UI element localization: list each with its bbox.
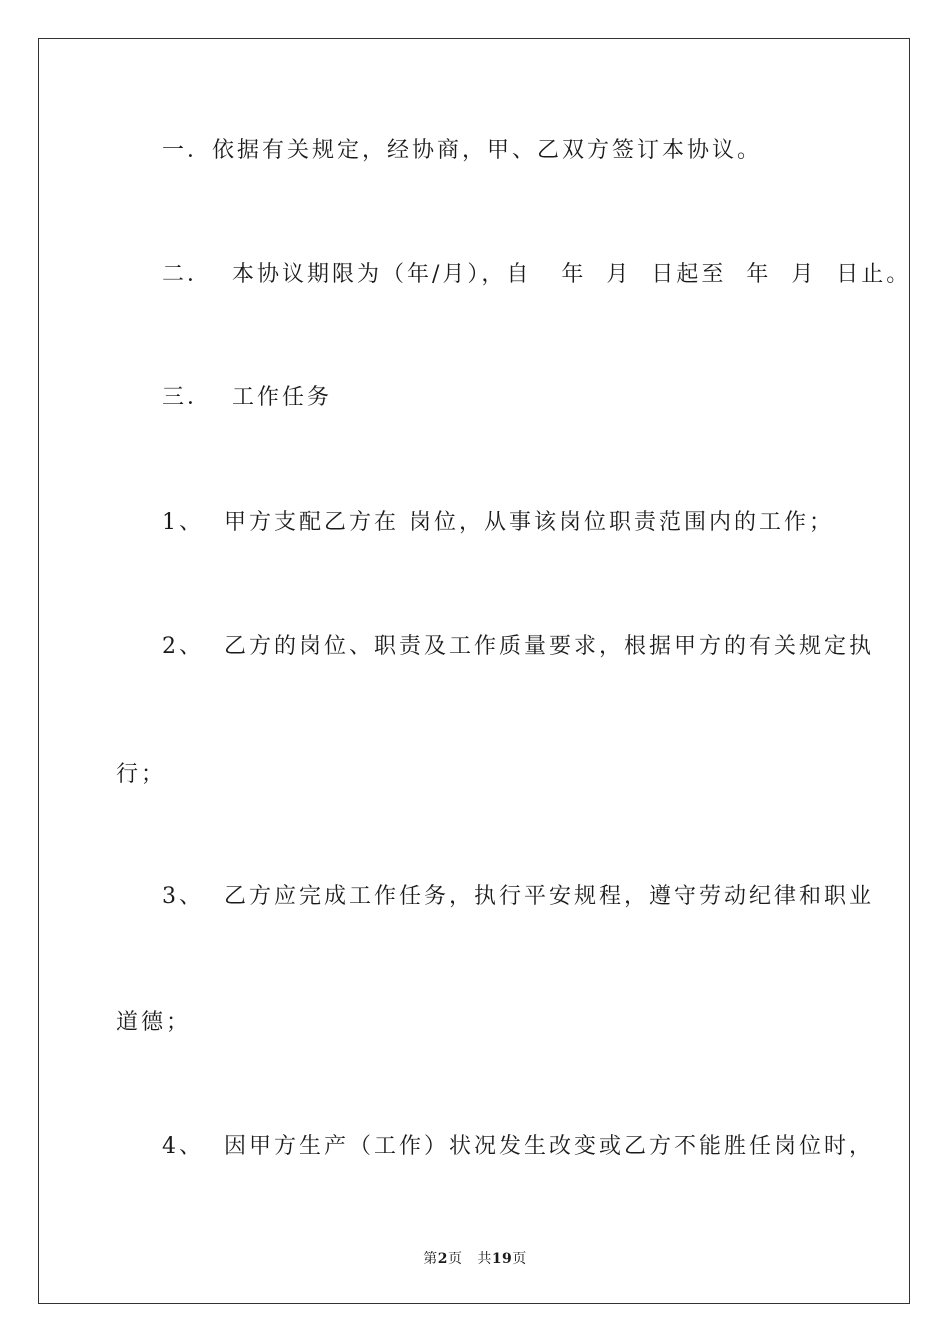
footer-page-number: 2 bbox=[437, 1251, 448, 1267]
clause-1: 一．依据有关规定，经协商，甲、乙双方签订本协议。 bbox=[162, 138, 763, 163]
task-item-2: 2、 乙方的岗位、职责及工作质量要求，根据甲方的有关规定执 bbox=[162, 634, 874, 659]
clause-3-heading: 三． 工作任务 bbox=[162, 385, 332, 410]
task-item-2-continued: 行； bbox=[116, 762, 167, 787]
footer-page-prefix: 第 bbox=[423, 1251, 438, 1267]
task-item-1: 1、 甲方支配乙方在 岗位，从事该岗位职责范围内的工作； bbox=[162, 510, 834, 535]
page-footer bbox=[0, 1248, 950, 1268]
task-item-3: 3、 乙方应完成工作任务，执行平安规程，遵守劳动纪律和职业 bbox=[162, 884, 874, 909]
task-item-3-continued: 道德； bbox=[116, 1010, 192, 1035]
task-item-4: 4、 因甲方生产（工作）状况发生改变或乙方不能胜任岗位时， bbox=[162, 1134, 874, 1159]
page-border bbox=[38, 38, 910, 1304]
footer-page-suffix: 页 bbox=[447, 1251, 463, 1267]
clause-2-term: 二． 本协议期限为（年/月），自 年 月 日起至 年 月 日止。 bbox=[162, 262, 912, 287]
footer-total-suffix: 页 bbox=[512, 1251, 527, 1267]
footer-total-pages: 19 bbox=[491, 1251, 513, 1267]
footer-total-prefix: 共 bbox=[477, 1251, 492, 1267]
